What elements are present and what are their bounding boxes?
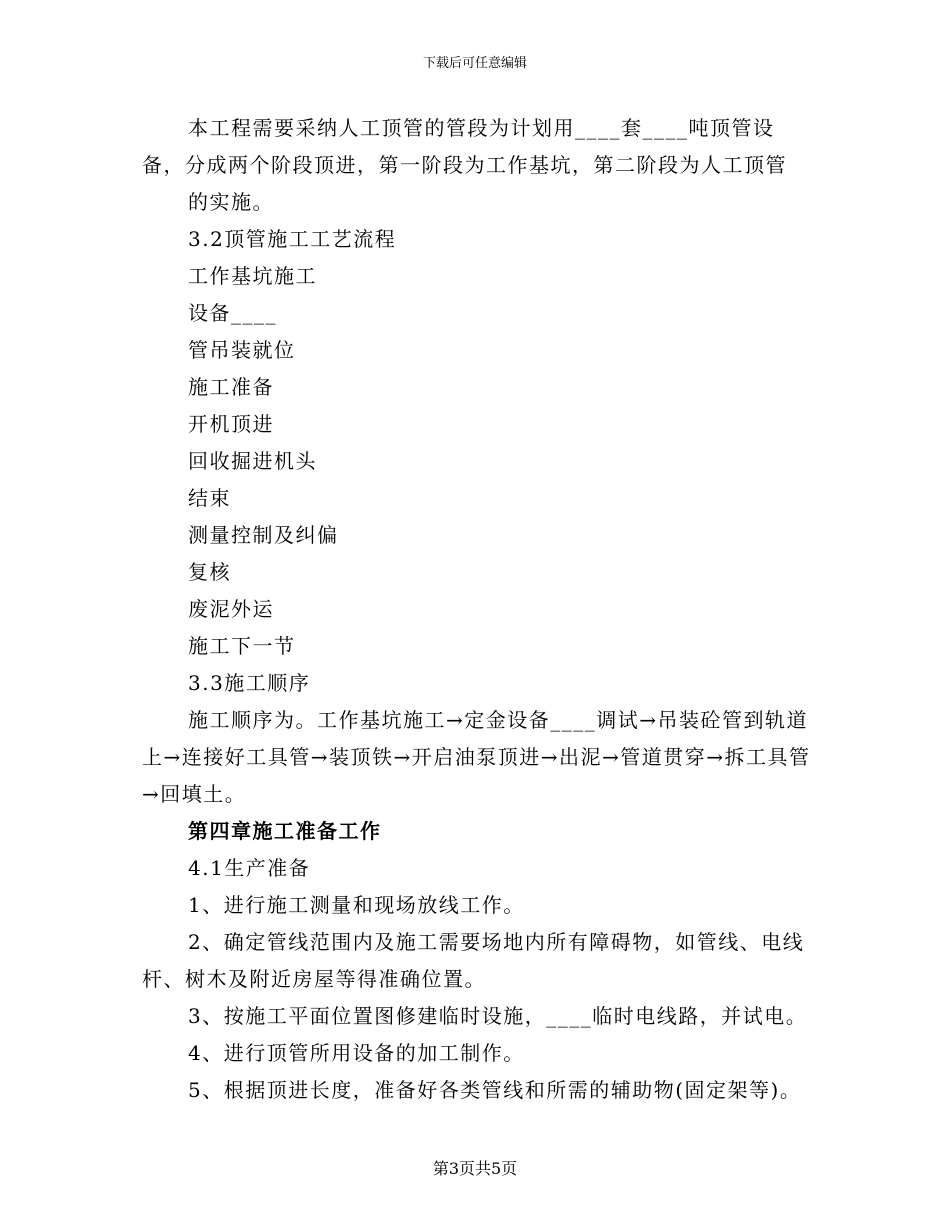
flow-step: 复核 xyxy=(188,560,231,584)
section-heading-3-3: 3.3施工顺序 xyxy=(188,671,311,695)
flow-step: 开机顶进 xyxy=(188,412,274,436)
intro-continuation: 的实施。 xyxy=(188,190,274,214)
flow-step: 测量控制及纠偏 xyxy=(188,523,339,547)
list-item: 4、进行顶管所用设备的加工制作。 xyxy=(188,1041,525,1065)
flow-step: 管吊装就位 xyxy=(188,338,296,362)
flow-step: 废泥外运 xyxy=(188,597,274,621)
sequence-paragraph: 施工顺序为。工作基坑施工→定金设备____调试→吊装砼管到轨道上→连接好工具管→装顶铁→开启油泵顶进→出泥→管道贯穿→拆工具管→回填土。 xyxy=(142,708,811,806)
page-header: 下载后可任意编辑 xyxy=(422,56,527,71)
section-heading-4-1: 4.1生产准备 xyxy=(188,856,311,880)
flow-step: 结束 xyxy=(188,486,231,510)
list-item: 5、根据顶进长度，准备好各类管线和所需的辅助物(固定架等)。 xyxy=(188,1078,802,1102)
flow-step: 施工准备 xyxy=(188,375,274,399)
chapter-heading: 第四章施工准备工作 xyxy=(188,819,382,843)
list-item: 2、确定管线范围内及施工需要场地内所有障碍物，如管线、电线杆、树木及附近房屋等得准确位置。 xyxy=(142,930,805,991)
document-body xyxy=(142,110,812,1109)
flow-step: 工作基坑施工 xyxy=(188,264,317,288)
flow-step: 回收掘进机头 xyxy=(188,449,317,473)
flow-step: 设备____ xyxy=(188,301,277,325)
section-heading-3-2: 3.2顶管施工工艺流程 xyxy=(188,227,397,251)
list-item: 1、进行施工测量和现场放线工作。 xyxy=(188,893,525,917)
list-item: 3、按施工平面位置图修建临时设施，____临时电线路，并试电。 xyxy=(188,1004,808,1028)
intro-paragraph: 本工程需要采纳人工顶管的管段为计划用____套____吨顶管设备，分成两个阶段顶进，第一阶段为工作基坑，第二阶段为人工顶管 xyxy=(142,116,787,177)
flow-step: 施工下一节 xyxy=(188,634,296,658)
page-footer: 第3页共5页 xyxy=(432,1159,518,1178)
